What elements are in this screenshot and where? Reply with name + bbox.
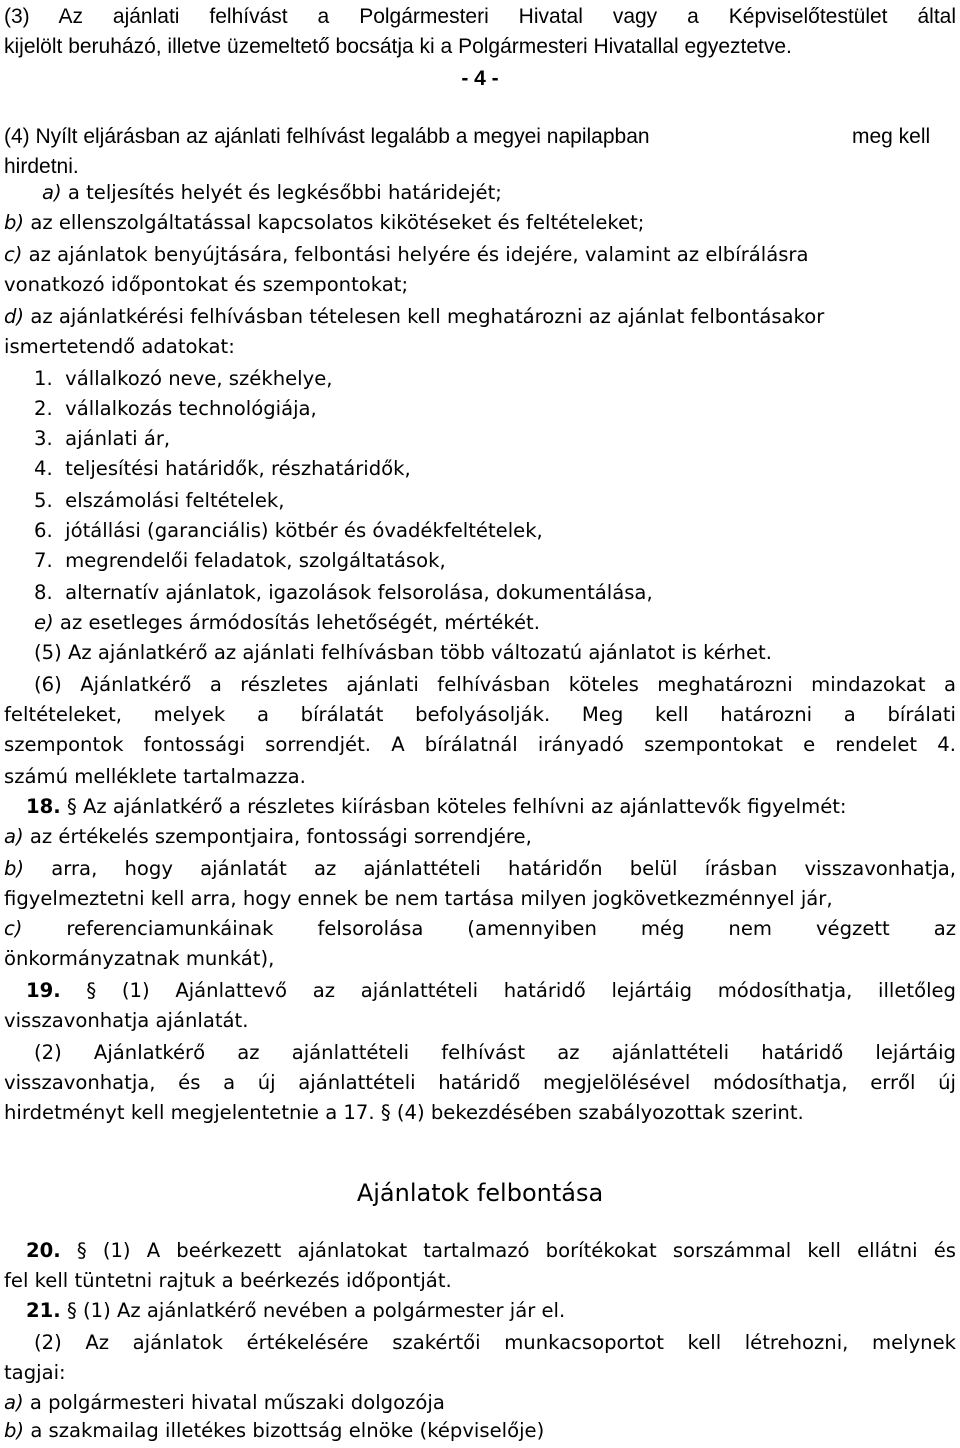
section-18-item-a-label: a) xyxy=(4,825,24,848)
paragraph-5: (5) Az ajánlatkérő az ajánlati felhívásban több változatú ajánlatot is kérhet. xyxy=(34,641,772,664)
numbered-item-4: 4. teljesítési határidők, részhatáridők, xyxy=(34,457,411,480)
numbered-item-7: 7. megrendelői feladatok, szolgáltatások, xyxy=(34,549,446,572)
item-a-label: a) xyxy=(42,181,62,204)
section-sign-icon: § xyxy=(76,1239,87,1262)
item-e xyxy=(34,608,540,638)
section-18-item-b-text: arra, hogy ajánlatát az ajánlattételi határidőn belül írásban visszavonhatja, xyxy=(24,857,956,880)
section-21-item-a-label: a) xyxy=(4,1391,24,1414)
section-18-item-c xyxy=(4,914,956,944)
section-heading: Ajánlatok felbontása xyxy=(356,1179,604,1207)
section-19 xyxy=(4,976,956,1006)
section-21 xyxy=(26,1296,565,1326)
paragraph-4-line-1: (4) Nyílt eljárásban az ajánlati felhívást legalább a megyei napilapban xyxy=(4,125,650,148)
paragraph-6-line-2: feltételeket, melyek a bírálatát befolyásolják. Meg kell határozni a bírálati xyxy=(4,703,956,726)
section-21-text: (1) Az ajánlatkérő nevében a polgármester jár el. xyxy=(76,1299,566,1322)
section-19-paragraph-2-line-2: visszavonhatja, és a új ajánlattételi határidő megjelölésével módosíthatja, erről új xyxy=(4,1071,956,1094)
item-d-label: d) xyxy=(4,305,25,328)
section-21-paragraph-2-line-1: (2) Az ajánlatok értékelésére szakértői munkacsoportot kell létrehozni, melynek xyxy=(34,1331,956,1354)
item-c-continuation: vonatkozó időpontokat és szempontokat; xyxy=(4,273,409,296)
section-20 xyxy=(4,1236,956,1266)
section-18-item-b-continuation: figyelmeztetni kell arra, hogy ennek be nem tartása milyen jogkövetkezménnyel jár, xyxy=(4,887,833,910)
item-d-text: az ajánlatkérési felhívásban tételesen kell meghatározni az ajánlat felbontásakor xyxy=(24,305,825,328)
section-18-text: Az ajánlatkérő a részletes kiírásban köteles felhívni az ajánlattevők figyelmét: xyxy=(76,795,847,818)
paragraph-3-line-1: (3) Az ajánlati felhívást a Polgármesteri Hivatal vagy a Képviselőtestület által xyxy=(4,5,956,28)
item-b xyxy=(4,208,644,238)
paragraph-6-line-1: (6) Ajánlatkérő a részletes ajánlati felhívásban köteles meghatározni mindazokat a xyxy=(34,673,956,696)
item-c xyxy=(4,240,808,270)
section-21-item-a-text: a polgármesteri hivatal műszaki dolgozója xyxy=(23,1391,445,1414)
section-18-item-a-text: az értékelés szempontjaira, fontossági sorrendjére, xyxy=(23,825,532,848)
section-19-paragraph-2-line-3: hirdetményt kell megjelentetnie a 17. § (4) bekezdésében szabályozottak szerint. xyxy=(4,1101,804,1124)
section-20-text: (1) A beérkezett ajánlatokat tartalmazó borítékokat sorszámmal kell ellátni és xyxy=(86,1239,956,1262)
section-21-number: 21. xyxy=(26,1299,61,1322)
item-d-continuation: ismertetendő adatokat: xyxy=(4,335,235,358)
section-21-item-b-text: a szakmailag illetékes bizottság elnöke (képviselője) xyxy=(24,1419,545,1442)
paragraph-4-line-1-end: meg kell xyxy=(852,125,931,148)
section-18-item-a xyxy=(4,822,532,852)
section-18-item-c-label: c) xyxy=(4,917,23,940)
section-21-item-a xyxy=(4,1388,445,1418)
page-number: - 4 - xyxy=(461,67,499,90)
numbered-item-8: 8. alternatív ajánlatok, igazolások felsorolása, dokumentálása, xyxy=(34,581,653,604)
item-e-text: az esetleges ármódosítás lehetőségét, mértékét. xyxy=(53,611,540,634)
section-sign-icon: § xyxy=(66,795,77,818)
section-18-item-b xyxy=(4,854,956,884)
section-18 xyxy=(26,792,847,822)
item-d xyxy=(4,302,824,332)
section-21-paragraph-2-line-2: tagjai: xyxy=(4,1361,66,1384)
section-18-item-c-continuation: önkormányzatnak munkát), xyxy=(4,947,275,970)
numbered-item-2: 2. vállalkozás technológiája, xyxy=(34,397,317,420)
section-20-number: 20. xyxy=(26,1239,61,1262)
section-18-item-b-label: b) xyxy=(4,857,25,880)
section-19-text: (1) Ajánlattevő az ajánlattételi határidő lejártáig módosíthatja, illetőleg xyxy=(96,979,956,1002)
item-b-text: az ellenszolgáltatással kapcsolatos kikötéseket és feltételeket; xyxy=(24,211,645,234)
numbered-item-5: 5. elszámolási feltételek, xyxy=(34,489,285,512)
section-19-number: 19. xyxy=(26,979,61,1002)
numbered-item-1: 1. vállalkozó neve, székhelye, xyxy=(34,367,333,390)
numbered-item-3: 3. ajánlati ár, xyxy=(34,427,171,450)
item-c-text: az ajánlatok benyújtására, felbontási helyére és idejére, valamint az elbírálásra xyxy=(22,243,809,266)
section-21-item-b xyxy=(4,1416,544,1446)
section-19-paragraph-2-line-1: (2) Ajánlatkérő az ajánlattételi felhívást az ajánlattételi határidő lejártáig xyxy=(34,1041,956,1064)
section-20-continuation: fel kell tüntetni rajtuk a beérkezés időpontját. xyxy=(4,1269,452,1292)
paragraph-6-line-4: számú melléklete tartalmazza. xyxy=(4,765,306,788)
paragraph-4-line-2: hirdetni. xyxy=(4,155,79,178)
section-18-number: 18. xyxy=(26,795,61,818)
item-a xyxy=(42,178,502,208)
section-19-continuation: visszavonhatja ajánlatát. xyxy=(4,1009,249,1032)
paragraph-3-line-2: kijelölt beruházó, illetve üzemeltető bocsátja ki a Polgármesteri Hivatallal egyeztetve. xyxy=(4,35,792,58)
numbered-item-6: 6. jótállási (garanciális) kötbér és óvadékfeltételek, xyxy=(34,519,543,542)
item-c-label: c) xyxy=(4,243,23,266)
section-18-item-c-text: referenciamunkáinak felsorolása (amennyiben még nem végzett az xyxy=(22,917,956,940)
item-a-text: a teljesítés helyét és legkésőbbi határidejét; xyxy=(61,181,502,204)
item-b-label: b) xyxy=(4,211,25,234)
section-sign-icon: § xyxy=(66,1299,77,1322)
item-e-label: e) xyxy=(34,611,54,634)
paragraph-6-line-3: szempontok fontossági sorrendjét. A bírálatnál irányadó szempontokat e rendelet 4. xyxy=(4,733,956,756)
section-sign-icon: § xyxy=(86,979,97,1002)
section-21-item-b-label: b) xyxy=(4,1419,25,1442)
